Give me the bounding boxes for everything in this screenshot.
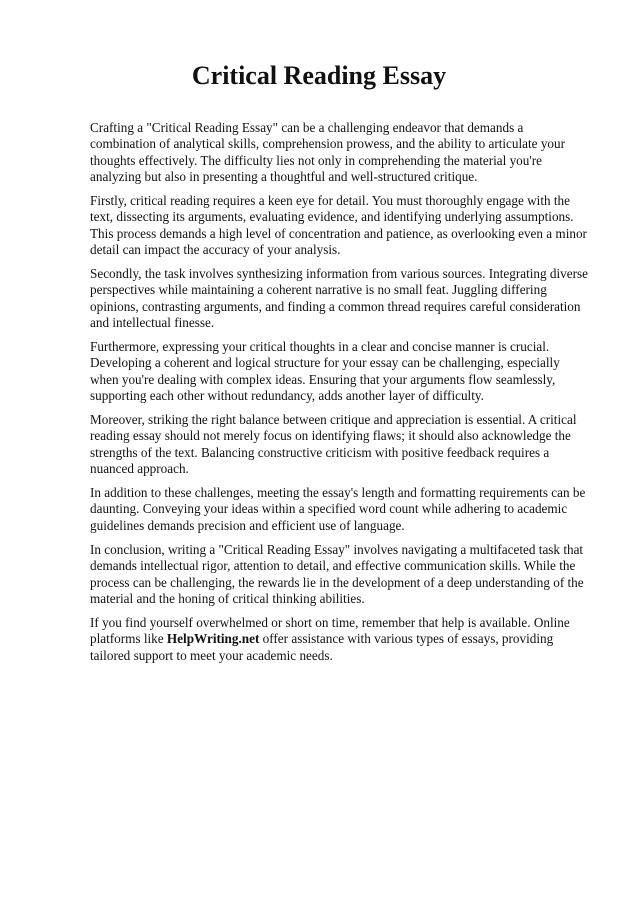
document-title: Critical Reading Essay: [191, 61, 447, 90]
paragraph-furthermore: Furthermore, expressing your critical thoughts in a clear and concise manner is crucial. Developing a coherent and logical structure for your essay can be challenging, especially when you're dealing with complex ideas. Ensuring that your arguments flow seamlessly, supporting each other without redundancy, adds another layer of difficulty.: [90, 339, 560, 404]
paragraph-moreover: Moreover, striking the right balance between critique and appreciation is essential. A critical reading essay should not merely focus on identifying flaws; it should also acknowledge the strengths of the text. Balancing constructive criticism with positive feedback requires a nuanced approach.: [90, 412, 577, 477]
paragraph-secondly: Secondly, the task involves synthesizing information from various sources. Integrating diverse perspectives while maintaining a coherent narrative is no small feat. Juggling differing opinions, contrasting arguments, and finding a common thread requires careful consideration and intellectual finesse.: [90, 266, 588, 331]
paragraph-intro: Crafting a "Critical Reading Essay" can be a challenging endeavor that demands a combination of analytical skills, comprehension prowess, and the ability to articulate your thoughts effectively. The difficulty lies not only in comprehending the material you're analyzing but also in presenting a thoughtful and well-structured critique.: [90, 120, 565, 185]
help-text-after: offer assistance with various types of essays, providing tailored support to meet your academic needs.: [90, 631, 554, 663]
paragraph-help: [90, 615, 590, 664]
paragraph-firstly: Firstly, critical reading requires a keen eye for detail. You must thoroughly engage with the text, dissecting its arguments, evaluating evidence, and identifying underlying assumptions. This process demands a high level of concentration and patience, as overlooking even a minor detail can impact the accuracy of your analysis.: [90, 193, 587, 258]
paragraph-conclusion: In conclusion, writing a "Critical Reading Essay" involves navigating a multifaceted task that demands intellectual rigor, attention to detail, and effective communication skills. While the process can be challenging, the rewards lie in the development of a deep understanding of the material and the honing of critical thinking abilities.: [90, 541, 584, 606]
document-body: [90, 120, 590, 671]
help-text-before: If you find yourself overwhelmed or short on time, remember that help is available. Online platforms like: [90, 614, 570, 647]
paragraph-addition: In addition to these challenges, meeting the essay's length and formatting requirements can be daunting. Conveying your ideas within a specified word count while adhering to academic guidelines demands precision and efficient use of language.: [90, 485, 586, 533]
helpwriting-link[interactable]: HelpWriting.net: [166, 631, 260, 647]
